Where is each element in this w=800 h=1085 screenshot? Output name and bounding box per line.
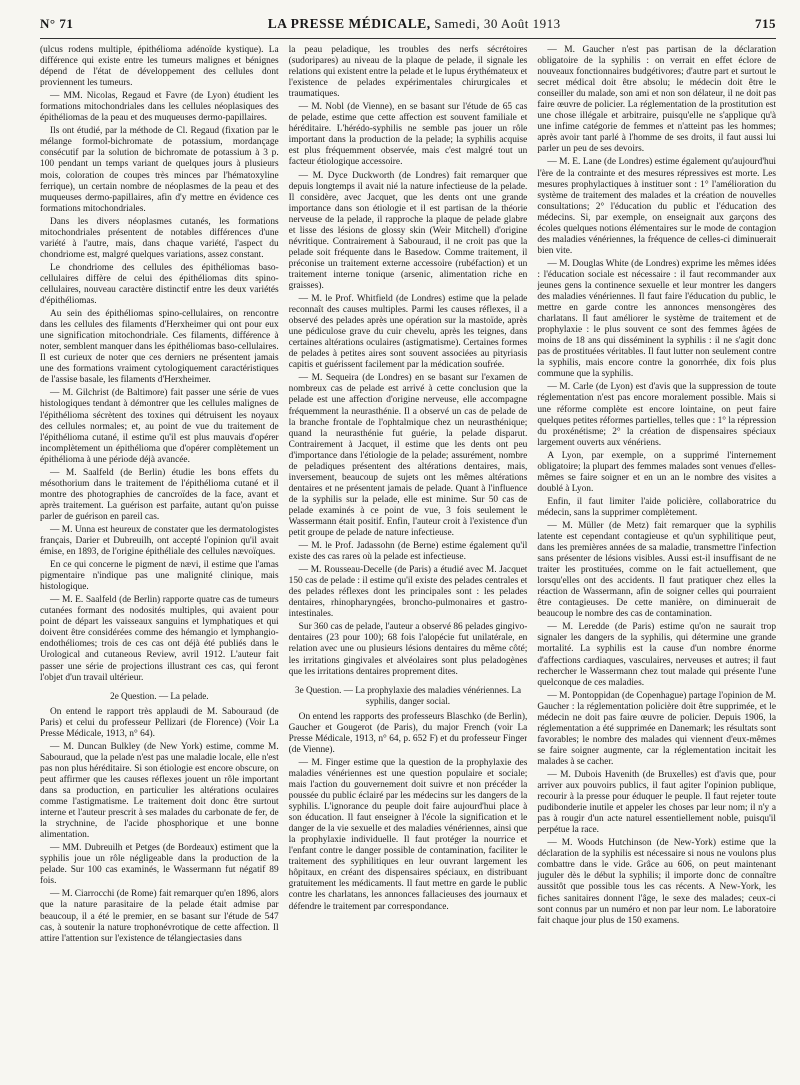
paragraph: — M. Duncan Bulkley (de New York) estime, comme M. Sabouraud, que la pelade n'est pas une maladie locale, elle n'est pas non plus héréditaire. Si son étiologie est encore obscure, on peut affirmer que les causes réflexes jouent un rôle important dans sa production, en particulier les altérations oculaires comme l'astigmatisme. Le traitement doit donc être surtout interne et l'auteur prescrit à ses malades du carbonate de fer, de la strychnine, de l'acide phosphorique et une bonne alimentation. [40,741,279,841]
paragraph: — MM. Dubreuilh et Petges (de Bordeaux) estiment que la syphilis joue un rôle négligeable dans la production de la pelade. Sur 100 cas examinés, le Wassermann fut négatif 89 fois. [40,843,279,887]
paragraph: — M. Finger estime que la question de la prophylaxie des maladies vénériennes est une question populaire et sociale; mais l'action du gouvernement doit suivre et non précéder la poussée du public éclairé par les médecins sur les dangers de la syphilis. L'ignorance du peuple doit faire aujourd'hui place à son éducation. Il faut enseigner à l'école la signification et le danger de la vie sexuelle et des maladies vénériennes, ainsi que la prophylaxie individuelle. Il faut protéger la nourrice et l'enfant contre le danger possible de contamination, faciliter le traitement des syphilitiques en leur ouvrant largement les hôpitaux, en créant des dispensaires spéciaux, en distribuant gratuitement les médicaments. Il faut mettre en garde le public contre les charlatans, les annonces fallacieuses des journaux et défendre le traitement par correspondance. [288,757,528,912]
column-right [537,45,776,1085]
paragraph: — M. Müller (de Metz) fait remarquer que la syphilis latente est cependant contagieuse et qu'un syphilitique peut, dans les premières années de sa maladie, transmettre l'infection sans présenter de lésions visibles. Aussi est-il insuffisant de ne traiter les prostituées, comme on le fait actuellement, que lorsqu'elles ont des accidents. Il faut pratiquer chez elles la réaction de Wassermann, afin de soigner celles qui pourraient être contagieuses. De cette manière, on diminuerait de beaucoup le nombre des cas de contamination. [537,520,776,620]
paragraph: — M. E. Saalfeld (de Berlin) rapporte quatre cas de tumeurs cutanées formant des nodosités multiples, qui avaient pour point de départ les vaisseaux sanguins et lymphatiques et qui doivent être considérées comme des hémangio et lymphangio-endothéliomes; trois de ces cas ont déjà été publiés dans le Urological and cutaneous Review, avril 1912. L'auteur fait passer une série de projections illustrant ces cas, qui feront l'objet d'un travail ultérieur. [40,595,279,683]
page-number: 715 [754,16,776,31]
paragraph: — M. le Prof. Whitfield (de Londres) estime que la pelade reconnaît des causes multiples. Parmi les causes réflexes, il a observé des pelades après une opération sur la mastoïde, après une pédiculose grave du cuir chevelu, après les teignes, dans certaines altérations oculaires (astigmatisme). Certaines formes de pelades à petites aires sont souvent associées au pityriasis capitis et guérissent facilement par la médication soufrée. [288,294,528,371]
paragraph: — MM. Nicolas, Regaud et Favre (de Lyon) étudient les formations mitochondriales dans les cellules néoplasiques des épithéliomas de la peau et des muqueuses dermo-papillaires. [40,91,279,124]
paragraph: Sur 360 cas de pelade, l'auteur a observé 86 pelades gingivo-dentaires (23 pour 100); 68 fois l'alopécie fut unilatérale, en relation avec une ou plusieurs lésions dentaires du même côté; les irritations gingivales et alvéolaires sont plus peladogènes que les irritations dentaires proprement dites. [288,622,528,677]
paragraph: — M. Saalfeld (de Berlin) étudie les bons effets du mésothorium dans le traitement de l'épithélioma cutané et il montre des photographies de cancroïdes de la face, avant et après traitement. La guérison est parfaite, autant qu'on puisse parler de guérison en pareil cas. [40,467,279,522]
paragraph: — M. Pontoppidan (de Copenhague) partage l'opinion de M. Gaucher : la réglementation policière doit être supprimée, et le médecin ne doit pas faire œuvre de policier. Depuis 1906, la réglementation a été supprimée en Danemark; les résultats sont favorables; le nombre des malades qui viennent d'eux-mêmes se faire soigner augmente, car la réglementation incitait les malades à se cacher. [537,690,776,767]
paragraph: (ulcus rodens multiple, épithélioma adénoïde kystique). La différence qui existe entre les tumeurs malignes et bénignes dépend de l'état de développement des cellules dont proviennent les tumeurs. [40,45,279,89]
paragraph: — M. Gilchrist (de Baltimore) fait passer une série de vues histologiques tendant à démontrer que les cellules malignes de l'épithélioma sécrètent des toxines qui détruisent les noyaux des cellules normales; et, au point de vue du traitement de l'épithélioma cutané, il estime qu'il est plus mauvais d'opérer incomplètement un épithélioma que d'opérer complètement un épithélioma à une période déjà avancée. [40,388,279,465]
paragraph: — M. Carle (de Lyon) est d'avis que la suppression de toute réglementation n'est pas encore moralement possible. Mais si une réforme complète est encore lointaine, on peut faire quelques petites réformes partielles, telles que : 1° la répression du proxénétisme; 2° la création de dispensaires spéciaux largement ouverts aux vénériens. [537,382,776,448]
publication-title: LA PRESSE MÉDICALE, [267,16,431,31]
paragraph: — M. Dubois Havenith (de Bruxelles) est d'avis que, pour arriver aux pouvoirs publics, il faut agiter l'opinion publique, recourir à la presse pour éduquer le peuple. Il faut rejeter toute pudibonderie inutile et appeler les choses par leur nom; il n'y a pas à rougir d'un acte naturel essentiellement noble, puisqu'il perpétue la race. [537,770,776,836]
paragraph: En ce qui concerne le pigment de nævi, il estime que l'amas pigmentaire n'indique pas une malignité clinique, mais histologique. [40,560,279,593]
paragraph: A Lyon, par exemple, on a supprimé l'internement obligatoire; la plupart des femmes malades sont venues d'elles-mêmes se faire soigner et en un an le nombre des visites a doublé à Lyon. [537,450,776,494]
publication-date: Samedi, 30 Août 1913 [434,16,561,31]
paragraph: Le chondriome des cellules des épithéliomas baso-cellulaires diffère de celui des épithéliomas dits spino-cellulaires, nouveau caractère distinctif entre les deux variétés d'épithéliomas. [40,262,279,307]
paragraph: — M. Sequeira (de Londres) en se basant sur l'examen de nombreux cas de pelade est arrivé à cette conclusion que la pelade est une affection d'origine nerveuse, elle accompagne fréquemment la neurasthénie. Il a observé un cas de pelade de la branche frontale de l'ophtalmique chez un neurasthénique; quand la neurasthénie fut guérie, la pelade disparut. Contrairement à Jacquet, il estime que les dents ont peu d'importance dans l'étiologie de la pelade; assurément, nombre de peladiques présentent des altérations dentaires, mais, inversement, beaucoup de sujets ont les mêmes altérations dentaires et ne présentent jamais de pelade. Quant à l'influence de la syphilis sur la pelade, elle est minime. Sur 50 cas de pelade examinés à ce point de vue, 3 fois seulement le Wassermann était positif. Enfin, l'auteur croit à l'existence d'un petit groupe de pelade de nature infectieuse. [288,373,528,539]
paragraph: Enfin, il faut limiter l'aide policière, collaboratrice du médecin, sans la supprimer complètement. [537,496,776,518]
paragraph: — M. Douglas White (de Londres) exprime les mêmes idées : l'éducation sociale est nécessaire : il faut recommander aux jeunes gens la continence sexuelle et leur montrer les dangers des maladies vénériennes. Il faut faire l'éducation du public, le mettre en garde contre les annonces mensongères des charlatans. Il faut améliorer le système de traitement et de prophylaxie : le plus souvent ce sont des femmes âgées de moins de 18 ans qui disséminent la syphilis : il ne s'agit donc pas de prostituées véritables. Il faut lutter non seulement contre la syphilis, mais encore contre la gonorrhée, dix fois plus commune que la syphilis. [537,258,776,380]
paragraph: — M. Ciarrocchi (de Rome) fait remarquer qu'en 1896, alors que la nature parasitaire de la pelade était admise par beaucoup, il a été le premier, en se basant sur l'étude de 547 cas, à soutenir la nature trophonévrotique de cette affection. Il attire l'attention sur l'existence de télangiectasies dans [40,889,279,944]
paragraph: — M. Dyce Duckworth (de Londres) fait remarquer que depuis longtemps il avait nié la nature infectieuse de la pelade. Il considère, avec Jacquet, que les dents ont une grande importance dans son étiologie et il est partisan de la théorie nerveuse de la pelade, il rapproche la plaque de pelade glabre et lisse des lésions de glossy skin (Weir Mitchell) d'origine névritique. Contrairement à Sabouraud, il ne croit pas que la pelade soit fréquente dans le Basedow. Comme traitement, il préconise un traitement externe accessoire (rubéfaction) et un traitement interne tonique (arsenic, alimentation riche en graisses). [288,170,528,291]
paragraph: — M. Woods Hutchinson (de New-York) estime que la déclaration de la syphilis est nécessaire si nous ne voulons plus combattre dans le vide. Grâce au 606, on peut maintenant juguler dès le début la syphilis; il importe donc de connaître aussitôt que possible tous les cas récents. A New-York, les fiches sanitaires donnent l'âge, le sexe des malades; ceux-ci sont connus par un numéro et non par leur nom. Le laboratoire fait chaque jour plus de 150 examens. [537,838,776,926]
issue-number: N° 71 [40,16,74,31]
masthead [40,16,776,39]
publication-line [268,16,561,32]
paragraph: Ils ont étudié, par la méthode de Cl. Regaud (fixation par le mélange formol-bichromate de potassium, mordançage consécutif par la solution de bichromate de potassium à 3 p. 100 pendant un temps variant de quelques jours à plusieurs mois, coloration de coupes très minces par l'hématoxyline ferrique), un certain nombre de néoplasmes de la peau et des muqueuses dermo-papillaires, afin d'y mettre en évidence ces formations mitochondriales. [40,126,279,214]
paragraph: — M. Nobl (de Vienne), en se basant sur l'étude de 65 cas de pelade, estime que cette affection est souvent familiale et héréditaire. L'hérédo-syphilis ne semble pas jouer un rôle important dans la production de la pelade; la syphilis acquise est plus fréquemment observée, mais c'est malgré tout un facteur étiologique accessoire. [288,102,528,168]
paragraph: la peau peladique, les troubles des nerfs sécrétoires (sudoripares) au niveau de la plaque de pelade, il signale les relations qui existent entre la pelade et le lupus érythémateux et l'existence de pelades expérimentales chirurgicales et traumatiques. [288,45,528,100]
paragraph: — M. E. Lane (de Londres) estime également qu'aujourd'hui l'ère de la contrainte et des mesures répressives est morte. Les mesures prophylactiques à instituer sont : 1° l'amélioration du système de traitement des malades et la création de nouvelles consultations; 2° l'éducation du public et l'éducation des médecins. Si, par exemple, on enseignait aux garçons des écoles quelques notions élémentaires sur le mode de contagion des maladies vénériennes, la fréquence de celles-ci diminuerait bien vite. [537,157,776,256]
section-heading: 2e Question. — La pelade. [110,690,209,701]
paragraph: — M. Rousseau-Decelle (de Paris) a étudié avec M. Jacquet 150 cas de pelade : il estime qu'il existe des pelades centrales et des pelades réflexes dont les principales sont : les pelades dentaires, rhinopharyngées, broncho-pulmonaires et gastro-intestinales. [288,565,528,620]
paragraph: — M. Gaucher n'est pas partisan de la déclaration obligatoire de la syphilis : on verrait en effet éclore de nouveaux fonctionnaires budgétivores; d'autre part et surtout le secret médical doit être absolu; le médecin doit être le conseiller du malade, son ami et non son délateur, il ne doit pas faire œuvre de policier. La réglementation de la prostitution est une chose illégale et arbitraire, puisqu'elle ne s'applique qu'à une infime catégorie de femmes et n'atteint pas les hommes; après avoir tant parlé à l'homme de ses droits, il faut aussi lui parler un peu de ses devoirs. [537,45,776,155]
section-heading: 3e Question. — La prophylaxie des maladies vénériennes. La syphilis, danger social. [294,684,522,706]
paragraph: — M. Leredde (de Paris) estime qu'on ne saurait trop signaler les dangers de la syphilis, qui détermine une grande mortalité. La syphilis est la cause d'un nombre énorme d'affections cardiaques, vasculaires, nerveuses et autres; il faut rechercher le Wassermann chez tout malade qui présente l'une quelconque de ces maladies. [537,622,776,688]
paragraph: — M. Unna est heureux de constater que les dermatologistes français, Darier et Dubreuilh, ont accepté l'opinion qu'il avait émise, en 1893, de l'origine épithéliale des cellules nævoïques. [40,524,279,558]
column-left [40,45,279,1085]
paragraph: On entend les rapports des professeurs Blaschko (de Berlin), Gaucher et Gougerot (de Paris), du major French (voir La Presse Médicale, 1913, n° 64, p. 652 F) et du professeur Finger (de Vienne). [288,711,528,755]
paragraph: — M. le Prof. Jadassohn (de Berne) estime également qu'il existe des cas rares où la pelade est infectieuse. [288,541,528,563]
paragraph: Au sein des épithéliomas spino-cellulaires, on rencontre dans les cellules des filaments d'Herxheimer qui ont pour eux une signification mitochondriale. Ces filaments, différence à noter, semblent manquer dans les épithéliomas baso-cellulaires. Il est curieux de noter que ces derniers ne présentent jamais une des formations vraiment cytologiquement caractéristiques de l'assise basale, les filaments d'Herxheimer. [40,309,279,386]
column-middle [289,45,528,1085]
paragraph: Dans les divers néoplasmes cutanés, les formations mitochondriales présentent de notables différences d'une variété à l'autre, mais, dans chaque variété, l'aspect du chondriome est, malgré quelques variations, assez constant. [40,216,279,260]
paragraph: On entend le rapport très applaudi de M. Sabouraud (de Paris) et celui du professeur Pellizari (de Florence) (Voir La Presse Médicale, 1913, n° 64). [40,706,279,739]
article-columns [40,45,776,1085]
